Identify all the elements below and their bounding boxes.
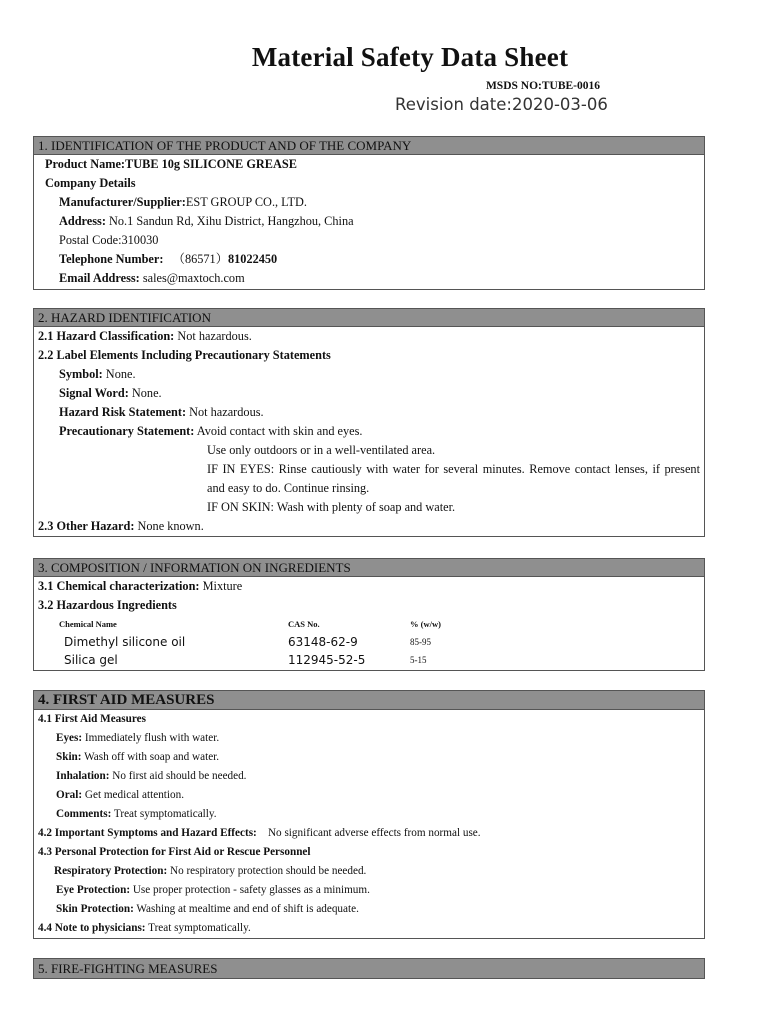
label-elements-heading: [34, 346, 704, 365]
field-value: No.1 Sandun Rd, Xihu District, Hangzhou, China: [105, 214, 354, 228]
field-value: Not hazardous.: [186, 405, 264, 419]
field-value: Postal Code:310030: [59, 233, 159, 247]
field-value: None.: [102, 367, 136, 381]
field-label: Symbol:: [59, 367, 103, 381]
field-value: None known.: [134, 519, 204, 533]
symptoms-line: [34, 824, 704, 843]
field-value: No first aid should be needed.: [109, 770, 247, 782]
chemical-characterization-line: [34, 577, 704, 596]
field-value: Wash off with soap and water.: [81, 751, 220, 763]
telephone-line: [34, 250, 704, 269]
field-label: Signal Word:: [59, 386, 129, 400]
personal-protection-heading: [34, 843, 704, 862]
field-value: Treat symptomatically.: [111, 808, 217, 820]
telephone-number: 81022450: [228, 252, 278, 266]
document-title: Material Safety Data Sheet: [251, 42, 569, 72]
section-identification: [33, 136, 705, 290]
field-label: Comments:: [56, 808, 112, 820]
field-value: No respiratory protection should be needed.: [167, 865, 367, 877]
field-label: 3.1 Chemical characterization:: [38, 579, 200, 593]
section-header: 2. HAZARD IDENTIFICATION: [34, 309, 704, 327]
table-row: [34, 633, 704, 651]
precautionary-line-3: IF IN EYES: Rinse cautiously with water for several minutes. Remove contact lenses, if present and easy to do. Continue rinsing.: [207, 462, 700, 495]
section-header: 4. FIRST AID MEASURES: [34, 691, 704, 710]
field-label: Email Address:: [59, 271, 140, 285]
field-value: EST GROUP CO., LTD.: [185, 195, 308, 209]
field-value: Use proper protection - safety glasses as a minimum.: [130, 884, 370, 896]
telephone-prefix: （86571）: [172, 252, 228, 266]
eye-protection-line: [34, 881, 704, 900]
field-label: Inhalation:: [56, 770, 110, 782]
postal-code-line: [34, 231, 704, 250]
field-label: Product Name:: [45, 157, 126, 171]
precautionary-line: [34, 422, 704, 441]
section-first-aid: [33, 690, 705, 939]
hazard-risk-line: [34, 403, 704, 422]
field-value: Treat symptomatically.: [145, 922, 251, 934]
field-label: 4.1 First Aid Measures: [38, 713, 146, 725]
field-value: No significant adverse effects from normal use.: [267, 827, 481, 839]
other-hazard-line: [34, 517, 704, 536]
section-header: 5. FIRE-FIGHTING MEASURES: [34, 959, 704, 978]
ingredient-percent: 5-15: [410, 655, 427, 665]
field-label: Skin:: [56, 751, 82, 763]
column-header: Chemical Name: [59, 619, 117, 629]
ingredient-name: Dimethyl silicone oil: [64, 635, 186, 649]
field-label: Manufacturer/Supplier:: [59, 195, 186, 209]
field-value: Immediately flush with water.: [82, 732, 220, 744]
field-label: Precautionary Statement:: [59, 424, 195, 438]
hazardous-ingredients-heading: [34, 596, 704, 615]
field-label: Eye Protection:: [56, 884, 131, 896]
email-line: [34, 269, 704, 288]
msds-number: MSDS NO:TUBE-0016: [485, 80, 600, 92]
field-value: Washing at mealtime and end of shift is adequate.: [133, 903, 359, 915]
field-value: Mixture: [199, 579, 243, 593]
ingredient-name: Silica gel: [64, 653, 118, 667]
field-label: 4.4 Note to physicians:: [38, 922, 146, 934]
field-label: Hazard Risk Statement:: [59, 405, 187, 419]
column-header: CAS No.: [288, 619, 320, 629]
field-label: Company Details: [45, 176, 136, 190]
company-details-heading: [34, 174, 704, 193]
section-composition: [33, 558, 705, 671]
first-aid-heading: [34, 710, 704, 729]
skin-protection-line: [34, 900, 704, 919]
field-label: Telephone Number:: [59, 252, 164, 266]
field-label: Skin Protection:: [56, 903, 134, 915]
field-label: 4.2 Important Symptoms and Hazard Effects:: [38, 827, 257, 839]
respiratory-protection-line: [34, 862, 704, 881]
table-row: [34, 651, 704, 669]
field-value: Avoid contact with skin and eyes.: [194, 424, 363, 438]
field-value: Get medical attention.: [82, 789, 185, 801]
ingredient-cas: 63148-62-9: [288, 635, 358, 649]
email-value: sales@maxtoch.com: [139, 271, 245, 285]
symbol-line: [34, 365, 704, 384]
section-fire-fighting: [33, 958, 705, 979]
field-label: Eyes:: [56, 732, 83, 744]
field-label: 2.2 Label Elements Including Precautionary Statements: [38, 348, 331, 362]
address-line: [34, 212, 704, 231]
ingredient-cas: 112945-52-5: [288, 653, 366, 667]
manufacturer-line: [34, 193, 704, 212]
field-label: 4.3 Personal Protection for First Aid or Rescue Personnel: [38, 846, 311, 858]
field-label: 2.1 Hazard Classification:: [38, 329, 175, 343]
note-to-physicians-line: [34, 919, 704, 938]
field-label: 2.3 Other Hazard:: [38, 519, 135, 533]
ingredients-table-header: [34, 615, 704, 633]
product-name-line: [34, 155, 704, 174]
product-name-value: TUBE 10g SILICONE GREASE: [125, 157, 297, 171]
section-header: 3. COMPOSITION / INFORMATION ON INGREDIENTS: [34, 559, 704, 577]
precautionary-line-4: IF ON SKIN: Wash with plenty of soap and water.: [207, 500, 456, 514]
field-label: Address:: [59, 214, 106, 228]
hazard-classification-line: [34, 327, 704, 346]
field-label: Respiratory Protection:: [54, 865, 168, 877]
precautionary-line-2: Use only outdoors or in a well-ventilated area.: [207, 443, 436, 457]
ingredient-percent: 85-95: [410, 637, 431, 647]
field-value: None.: [128, 386, 162, 400]
revision-date: Revision date:2020-03-06: [395, 95, 608, 114]
field-label: 3.2 Hazardous Ingredients: [38, 598, 177, 612]
inhalation-line: [34, 767, 704, 786]
section-header: 1. IDENTIFICATION OF THE PRODUCT AND OF THE COMPANY: [34, 137, 704, 155]
eyes-line: [34, 729, 704, 748]
field-label: Oral:: [56, 789, 83, 801]
skin-line: [34, 748, 704, 767]
oral-line: [34, 786, 704, 805]
comments-line: [34, 805, 704, 824]
field-value: Not hazardous.: [174, 329, 252, 343]
column-header: % (w/w): [410, 619, 441, 629]
section-hazard-identification: [33, 308, 705, 537]
signal-word-line: [34, 384, 704, 403]
